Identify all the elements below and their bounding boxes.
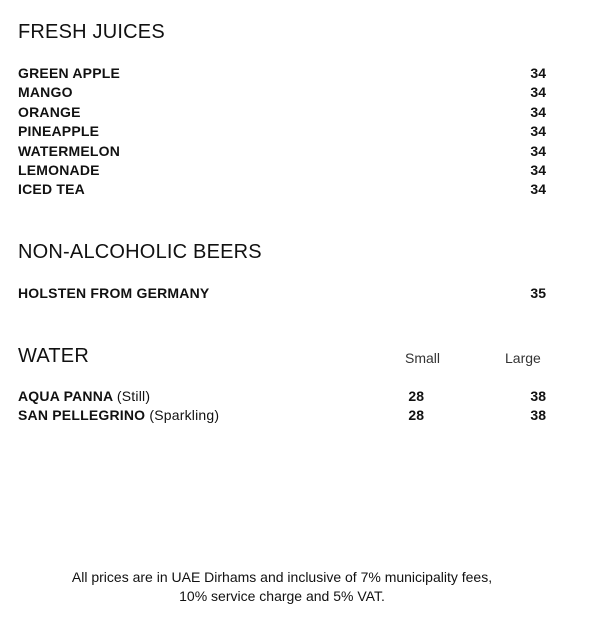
menu-item-name: ORANGE: [18, 104, 81, 120]
fresh-juices-title: FRESH JUICES: [18, 21, 165, 43]
menu-item-price: 35: [530, 285, 546, 301]
item-title: SAN PELLEGRINO: [18, 407, 146, 423]
item-note: (Still): [116, 388, 151, 404]
menu-item-price: 34: [530, 123, 546, 139]
menu-item-price: 34: [530, 143, 546, 159]
price-disclaimer: [0, 568, 564, 606]
menu-item-name: GREEN APPLE: [18, 65, 121, 81]
large-column-header: Large: [505, 350, 541, 366]
large-price: 38: [530, 388, 546, 404]
menu-item-name: MANGO: [18, 84, 73, 100]
menu-item-name: [18, 388, 150, 404]
menu-item-name: ICED TEA: [18, 181, 85, 197]
menu-item-name: PINEAPPLE: [18, 123, 100, 139]
menu-item-name: WATERMELON: [18, 143, 121, 159]
small-price: 28: [408, 407, 424, 423]
item-title: AQUA PANNA: [18, 388, 113, 404]
menu-item-price: 34: [530, 84, 546, 100]
small-price: 28: [408, 388, 424, 404]
disclaimer-line-2: 10% service charge and 5% VAT.: [179, 588, 385, 604]
item-note: (Sparkling): [149, 407, 220, 423]
menu-item-name: [18, 407, 219, 423]
menu-item-price: 34: [530, 181, 546, 197]
menu-item-price: 34: [530, 162, 546, 178]
menu-item-name: LEMONADE: [18, 162, 100, 178]
menu-item-name: HOLSTEN FROM GERMANY: [18, 285, 210, 301]
menu-item-price: 34: [530, 104, 546, 120]
water-title: WATER: [18, 345, 89, 367]
disclaimer-line-1: All prices are in UAE Dirhams and inclusive of 7% municipality fees,: [71, 569, 493, 585]
large-price: 38: [530, 407, 546, 423]
small-column-header: Small: [405, 350, 441, 366]
menu-item-price: 34: [530, 65, 546, 81]
non-alcoholic-beers-title: NON-ALCOHOLIC BEERS: [18, 241, 262, 263]
